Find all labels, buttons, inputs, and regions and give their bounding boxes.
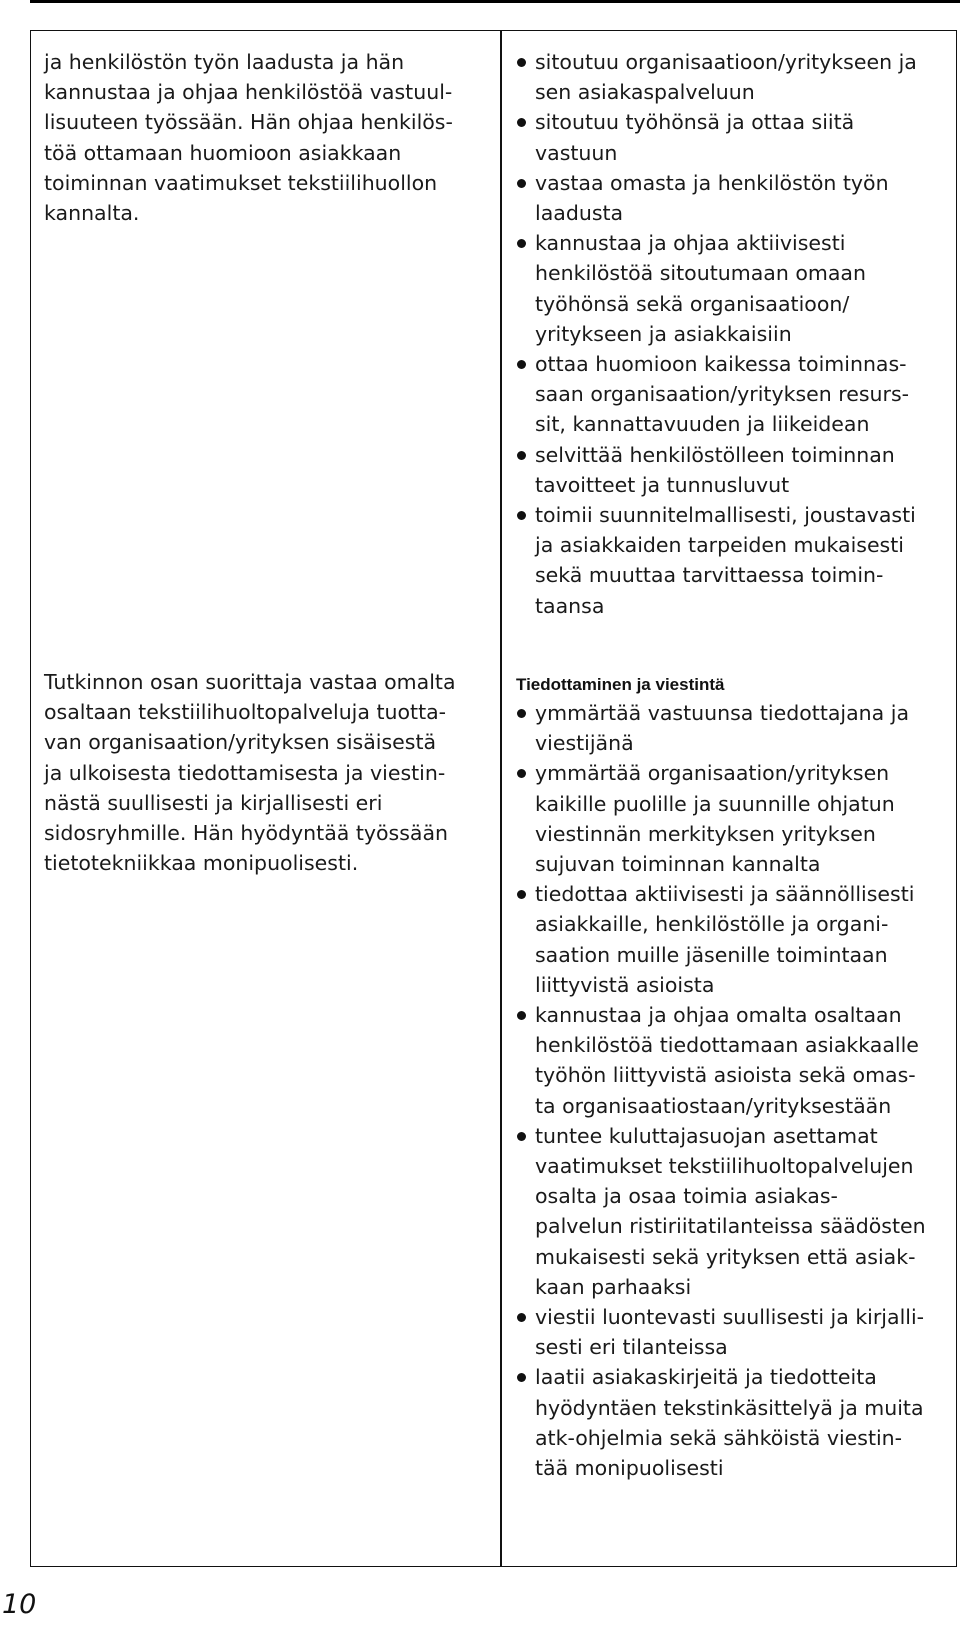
- bullet-item: [516, 1362, 944, 1483]
- bullet-item: [516, 698, 944, 758]
- bullet-line: atk-ohjelmia sekä sähköistä viestin-: [535, 1425, 903, 1450]
- bullet-line: viestinnän merkityksen yrityksen: [535, 821, 876, 846]
- bullet-line: viestijänä: [535, 731, 634, 756]
- bullet-line: sekä muuttaa tarvittaessa toimin-: [535, 563, 884, 588]
- bullet-item: [516, 879, 944, 1000]
- bullet-item: [516, 107, 944, 167]
- paragraph-line: töä ottamaan huomioon asiakkaan: [44, 140, 402, 165]
- left-column-paragraph-2: [44, 667, 484, 878]
- paragraph-line: sidosryhmille. Hän hyödyntää työssään: [44, 821, 449, 846]
- paragraph-line: ja ulkoisesta tiedottamisesta ja viestin-: [44, 760, 446, 785]
- bullet-line: kannustaa ja ohjaa aktiivisesti: [535, 231, 846, 256]
- bullet-line: hyödyntäen tekstinkäsittelyä ja muita: [535, 1395, 924, 1420]
- bullet-item: [516, 228, 944, 349]
- bullet-line: kaikille puolille ja suunnille ohjatun: [535, 791, 895, 816]
- paragraph-line: kannustaa ja ohjaa henkilöstöä vastuul-: [44, 80, 453, 105]
- bullet-list-commitment: [516, 47, 944, 621]
- column-divider: [500, 31, 502, 1566]
- paragraph-line: kannalta.: [44, 201, 140, 226]
- bullet-line: sit, kannattavuuden ja liikeidean: [535, 412, 870, 437]
- bullet-list-communication: [516, 698, 944, 1483]
- paragraph-line: van organisaation/yrityksen sisäisestä: [44, 730, 437, 755]
- bullet-item: [516, 47, 944, 107]
- content-table: [30, 30, 957, 1567]
- page-number: 10: [2, 1589, 37, 1620]
- right-column-top: [516, 47, 944, 621]
- bullet-line: tiedottaa aktiivisesti ja säännöllisesti: [535, 882, 915, 907]
- bullet-line: mukaisesti sekä yrityksen että asiak-: [535, 1244, 916, 1269]
- bullet-line: liittyvistä asioista: [535, 972, 715, 997]
- bullet-line: sitoutuu työhönsä ja ottaa siitä: [535, 110, 855, 135]
- right-column-communication: [516, 672, 944, 1483]
- bullet-line: tää monipuolisesti: [535, 1456, 724, 1481]
- bullet-line: ymmärtää vastuunsa tiedottajana ja: [535, 701, 910, 725]
- bullet-line: sesti eri tilanteissa: [535, 1335, 728, 1360]
- bullet-line: ottaa huomioon kaikessa toiminnas-: [535, 352, 907, 377]
- bullet-line: kaan parhaaksi: [535, 1274, 692, 1299]
- bullet-line: ta organisaatiostaan/yrityksestään: [535, 1093, 892, 1118]
- bullet-line: viestii luontevasti suullisesti ja kirjalli-: [535, 1305, 925, 1330]
- bullet-item: [516, 1121, 944, 1302]
- bullet-line: toimii suunnitelmallisesti, joustavasti: [535, 503, 916, 528]
- bullet-item: [516, 500, 944, 621]
- bullet-line: saation muille jäsenille toimintaan: [535, 942, 888, 967]
- paragraph-line: nästä suullisesti ja kirjallisesti eri: [44, 790, 383, 815]
- bullet-line: osalta ja osaa toimia asiakas-: [535, 1184, 838, 1209]
- bullet-line: asiakkaille, henkilöstölle ja organi-: [535, 912, 889, 937]
- bullet-line: sujuvan toiminnan kannalta: [535, 852, 821, 877]
- bullet-line: tuntee kuluttajasuojan asettamat: [535, 1123, 878, 1148]
- bullet-item: [516, 1302, 944, 1362]
- bullet-line: ja asiakkaiden tarpeiden mukaisesti: [535, 533, 904, 558]
- bullet-line: yritykseen ja asiakkaisiin: [535, 321, 792, 346]
- bullet-line: sen asiakaspalveluun: [535, 80, 755, 105]
- bullet-line: palvelun ristiriitatilanteissa säädösten: [535, 1214, 926, 1239]
- bullet-line: sitoutuu organisaatioon/yritykseen ja: [535, 50, 917, 74]
- top-rule: [30, 0, 960, 3]
- bullet-item: [516, 168, 944, 228]
- bullet-line: työhönsä sekä organisaatioon/: [535, 291, 850, 316]
- paragraph-line: ja henkilöstön työn laadusta ja hän: [44, 50, 405, 74]
- bullet-line: selvittää henkilöstölleen toiminnan: [535, 442, 895, 467]
- bullet-item: [516, 440, 944, 500]
- bullet-item: [516, 349, 944, 440]
- paragraph-line: osaltaan tekstiilihuoltopalveluja tuotta-: [44, 700, 447, 725]
- bullet-line: henkilöstöä tiedottamaan asiakkaalle: [535, 1033, 919, 1058]
- left-column-paragraph-1: [44, 47, 484, 228]
- paragraph-line: lisuuteen työssään. Hän ohjaa henkilös-: [44, 110, 453, 135]
- bullet-item: [516, 1000, 944, 1121]
- bullet-line: laadusta: [535, 201, 624, 226]
- bullet-line: vastuun: [535, 140, 618, 165]
- bullet-line: vastaa omasta ja henkilöstön työn: [535, 170, 889, 195]
- bullet-line: taansa: [535, 593, 605, 618]
- paragraph-line: Tutkinnon osan suorittaja vastaa omalta: [44, 670, 456, 694]
- bullet-line: vaatimukset tekstiilihuoltopalvelujen: [535, 1154, 914, 1179]
- bullet-line: saan organisaation/yrityksen resurs-: [535, 382, 910, 407]
- bullet-line: henkilöstöä sitoutumaan omaan: [535, 261, 866, 286]
- bullet-item: [516, 758, 944, 879]
- bullet-line: tavoitteet ja tunnusluvut: [535, 472, 790, 497]
- bullet-line: ymmärtää organisaation/yrityksen: [535, 761, 890, 786]
- paragraph-line: tietotekniikkaa monipuolisesti.: [44, 851, 359, 876]
- section-heading: Tiedottaminen ja viestintä: [516, 675, 725, 694]
- paragraph-line: toiminnan vaatimukset tekstiilihuollon: [44, 170, 438, 195]
- bullet-line: työhön liittyvistä asioista sekä omas-: [535, 1063, 916, 1088]
- bullet-line: laatii asiakaskirjeitä ja tiedotteita: [535, 1365, 877, 1390]
- bullet-line: kannustaa ja ohjaa omalta osaltaan: [535, 1003, 902, 1028]
